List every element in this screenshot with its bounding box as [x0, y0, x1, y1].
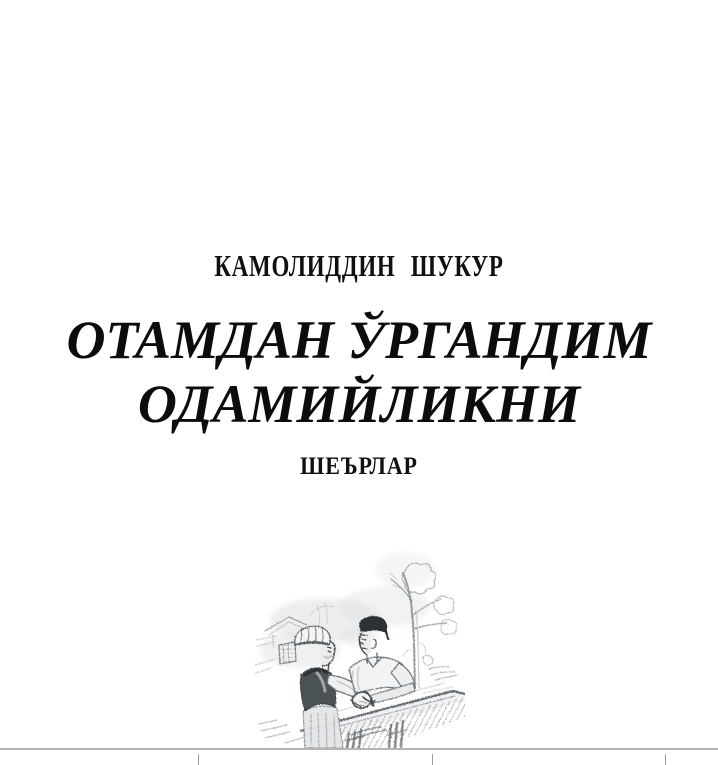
book-title-line1: ОТАМДАН ЎРГАНДИМ: [66, 310, 652, 370]
next-page-column-line: [198, 754, 199, 765]
book-title: [0, 308, 718, 436]
book-title-line2: ОДАМИЙЛИКНИ: [137, 374, 581, 434]
pencil-sketch-illustration: [255, 545, 465, 748]
next-page-column-line: [432, 754, 433, 765]
next-page-column-line: [665, 754, 666, 765]
title-page-illustration: [255, 545, 465, 748]
page-break-divider: [0, 748, 718, 750]
subtitle-genre: ШЕЪРЛАР: [300, 453, 418, 480]
author-name: КАМОЛИДДИН ШУКУР: [214, 248, 504, 283]
